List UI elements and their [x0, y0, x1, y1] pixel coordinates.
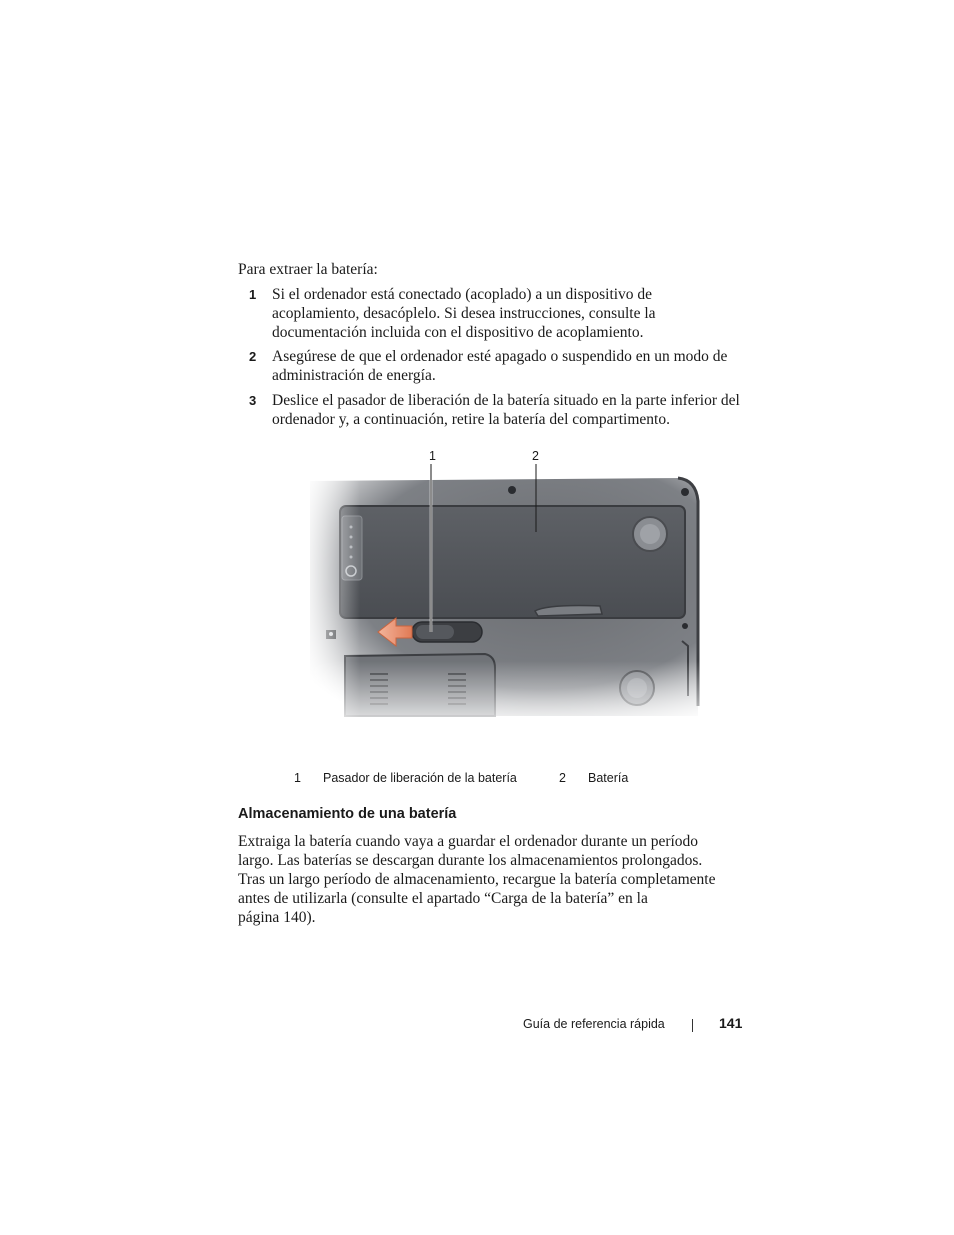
caption-label: Batería [588, 771, 629, 785]
section-heading: Almacenamiento de una batería [238, 806, 457, 822]
step-3 [238, 391, 758, 431]
caption-number: 1 [294, 771, 301, 785]
section-paragraph: Extraiga la batería cuando vaya a guardar el ordenador durante un período largo. Las baterías se descargan durante los almacenamientos prolongados. Tras un largo período de almacenamiento, recargue la batería completamente antes de utilizarla (consulte el apartado “Carga de la batería” en la página 140). [238, 833, 716, 926]
callout-2: 2 [532, 449, 539, 463]
caption-label: Pasador de liberación de la batería [323, 771, 517, 785]
page-number: 141 [719, 1015, 743, 1031]
battery-removal-illustration [300, 446, 710, 736]
step-2 [238, 347, 758, 387]
step-number: 2 [249, 349, 257, 364]
callout-1: 1 [429, 449, 436, 463]
step-number: 1 [249, 287, 257, 302]
intro-text: Para extraer la batería: [238, 261, 378, 278]
step-number: 3 [249, 393, 257, 408]
caption-number: 2 [559, 771, 566, 785]
step-text: Asegúrese de que el ordenador esté apagado o suspendido en un modo de administración de energía. [272, 348, 728, 384]
step-text: Si el ordenador está conectado (acoplado) a un dispositivo de acoplamiento, desacóplelo. Si desea instrucciones, consulte la documentación incluida con el dispositivo de acoplamiento. [272, 286, 656, 341]
footer-separator [692, 1019, 693, 1032]
footer-title: Guía de referencia rápida [523, 1017, 665, 1031]
step-1 [238, 285, 758, 345]
step-text: Deslice el pasador de liberación de la batería situado en la parte inferior del ordenador y, a continuación, retire la batería del compartimento. [272, 392, 740, 428]
